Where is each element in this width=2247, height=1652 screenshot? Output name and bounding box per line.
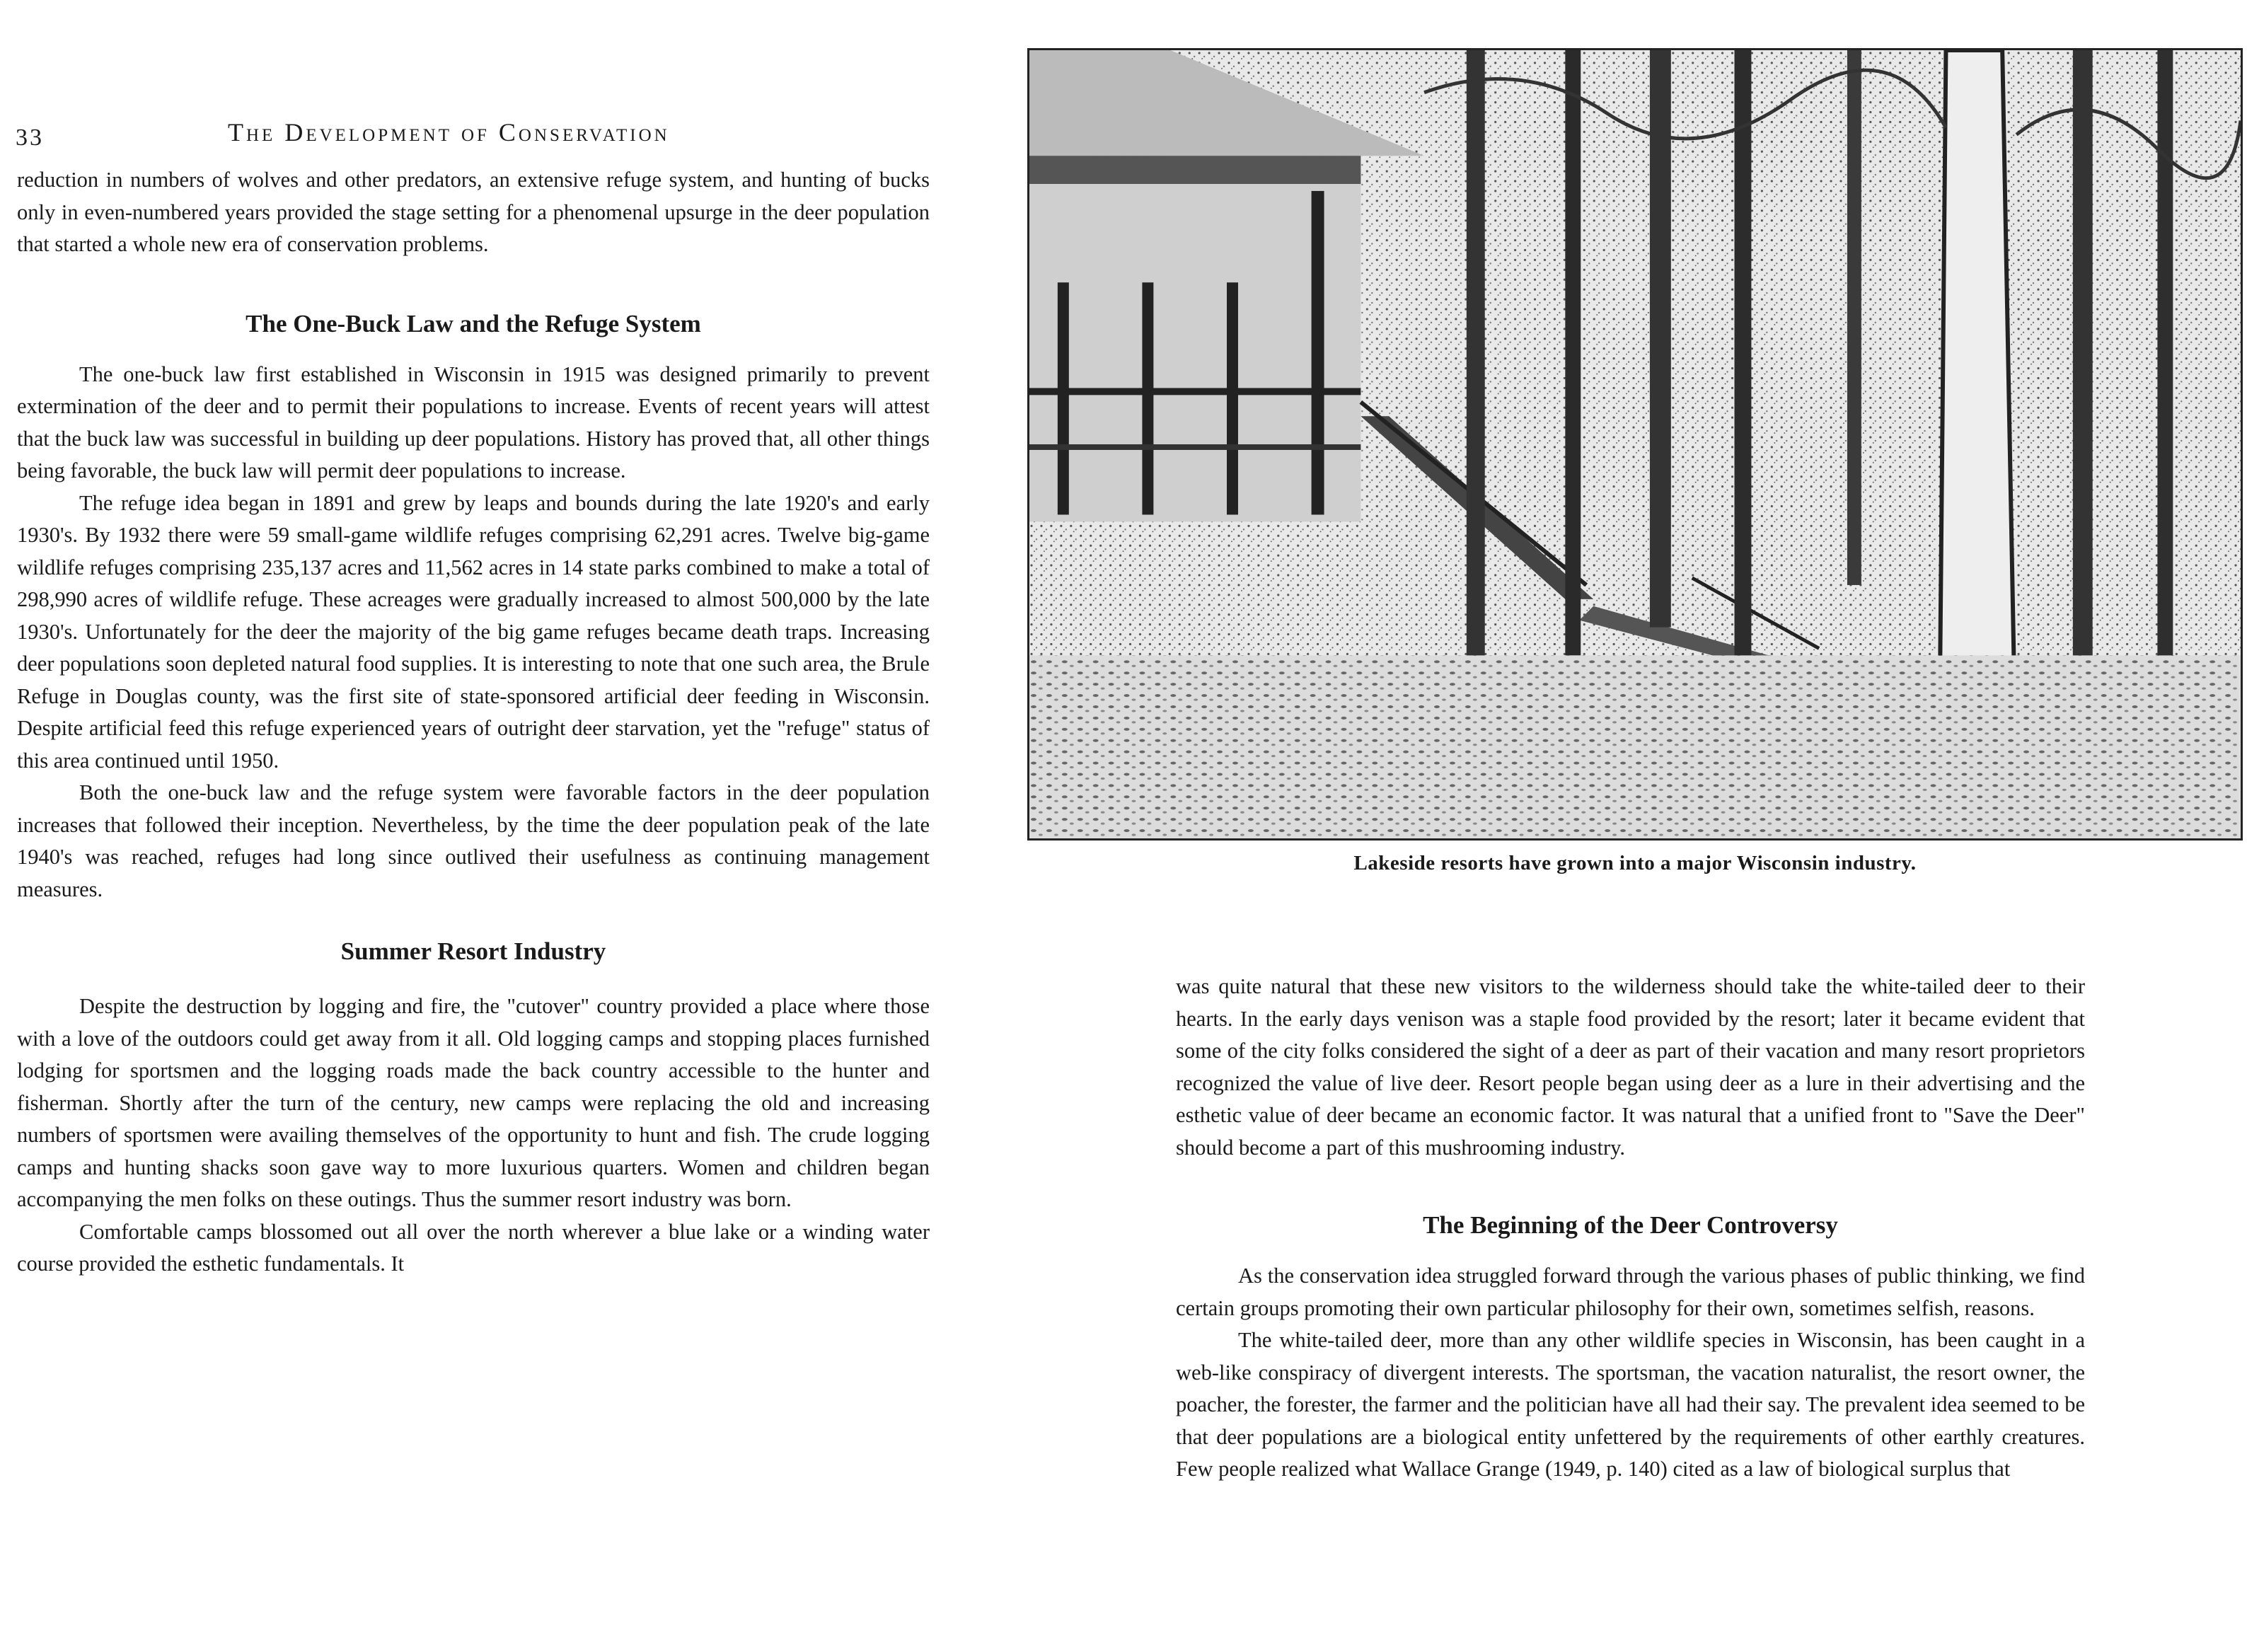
paragraph-summer-2: Comfortable camps blossomed out all over the north wherever a blue lake or a winding water course provided the esthetic fundamentals. It bbox=[17, 1219, 930, 1276]
right-text-column bbox=[1176, 971, 2085, 1486]
paragraph-one-buck-2: The refuge idea began in 1891 and grew by leaps and bounds during the late 1920's and early 1930's. By 1932 there were 59 small-game wildlife refuges comprising 62,291 acres. Twelve big-game wildlife refuges comprising 235,137 acres and 11,562 acres in 14 state parks combined to make a total of 298,990 acres of wildlife refuge. These acreages were gradually increased to almost 500,000 by the late 1930's. Unfortunately for the deer the majority of the big game refuges became death traps. Increasing deer populations soon depleted natural food supplies. It is interesting to note that one such area, the Brule Refuge in Douglas county, was the first site of state-sponsored artificial deer feeding in Wisconsin. Despite artificial feed this refuge experienced years of outright deer starvation, yet the "refuge" status of this area continued until 1950. bbox=[17, 490, 930, 773]
running-head bbox=[16, 112, 935, 151]
intro-paragraph: reduction in numbers of wolves and other predators, an extensive refuge system, and hunting of bucks only in even-numbered years provided the stage setting for a phenomenal upsurge in the deer population that started a whole new era of conservation problems. bbox=[17, 168, 930, 256]
running-head-title: The Development of Conservation bbox=[228, 118, 670, 146]
heading-summer-resort: Summer Resort Industry bbox=[340, 937, 606, 965]
paragraph-controversy-2: The white-tailed deer, more than any other wildlife species in Wisconsin, has been caught in a web-like conspiracy of divergent interests. The sportsman, the vacation naturalist, the resort owner, the poacher, the forester, the farmer and the politician have all had their say. The prevalent idea seemed to be that deer populations are a biological entity unfettered by the requirements of other earthly creatures. Few people realized what Wallace Grange (1949, p. 140) cited as a law of biological surplus that bbox=[1176, 1328, 2085, 1481]
heading-deer-controversy: The Beginning of the Deer Controversy bbox=[1423, 1211, 1838, 1239]
heading-one-buck-law: The One-Buck Law and the Refuge System bbox=[246, 309, 701, 337]
left-text-column bbox=[17, 164, 930, 1281]
left-page bbox=[0, 0, 990, 1652]
paragraph-controversy-1: As the conservation idea struggled forward through the various phases of public thinking, we find certain groups promoting their own particular philosophy for their own, sometimes selfish, reasons. bbox=[1176, 1264, 2085, 1320]
paragraph-summer-1: Despite the destruction by logging and fire, the "cutover" country provided a place where those with a love of the outdoors could get away from it all. Old logging camps and stopping places furnished lodging for sportsmen and the logging roads made the back country accessible to the hunter and fisherman. Shortly after the turn of the century, new camps were replacing the old and increasing numbers of sportsmen were availing themselves of the opportunity to hunt and fish. The crude logging camps and hunting shacks soon gave way to more luxurious quarters. Women and children began accompanying the men folks on these outings. Thus the summer resort industry was born. bbox=[17, 994, 930, 1211]
lakeside-resort-photo bbox=[1027, 48, 2243, 841]
continuation-paragraph: was quite natural that these new visitors to the wilderness should take the white-tailed deer to their hearts. In the early days venison was a staple food provided by the resort; later it became evident that some of the city folks considered the sight of a deer as part of their vacation and many resort proprietors recognized the value of live deer. Resort people began using deer as a lure in their advertising and the esthetic value of deer became an economic factor. It was natural that a unified front to "Save the Deer" should become a part of this mushrooming industry. bbox=[1176, 974, 2085, 1160]
photo-caption: Lakeside resorts have grown into a major Wisconsin industry. bbox=[1353, 852, 1917, 874]
right-page bbox=[1019, 0, 2247, 1652]
page-number: 33 bbox=[16, 125, 44, 151]
paragraph-one-buck-1: The one-buck law first established in Wisconsin in 1915 was designed primarily to prevent extermination of the deer and to permit their populations to increase. Events of recent years will attest that the buck law was successful in building up deer populations. History has proved that, all other things being favorable, the buck law will permit deer populations to increase. bbox=[17, 362, 930, 483]
paragraph-one-buck-3: Both the one-buck law and the refuge system were favorable factors in the deer population increases that followed their inception. Nevertheless, by the time the deer population peak of the late 1940's was reached, refuges had long since outlived their usefulness as continuing management measures. bbox=[17, 780, 930, 901]
photo-icon bbox=[1029, 50, 2241, 838]
